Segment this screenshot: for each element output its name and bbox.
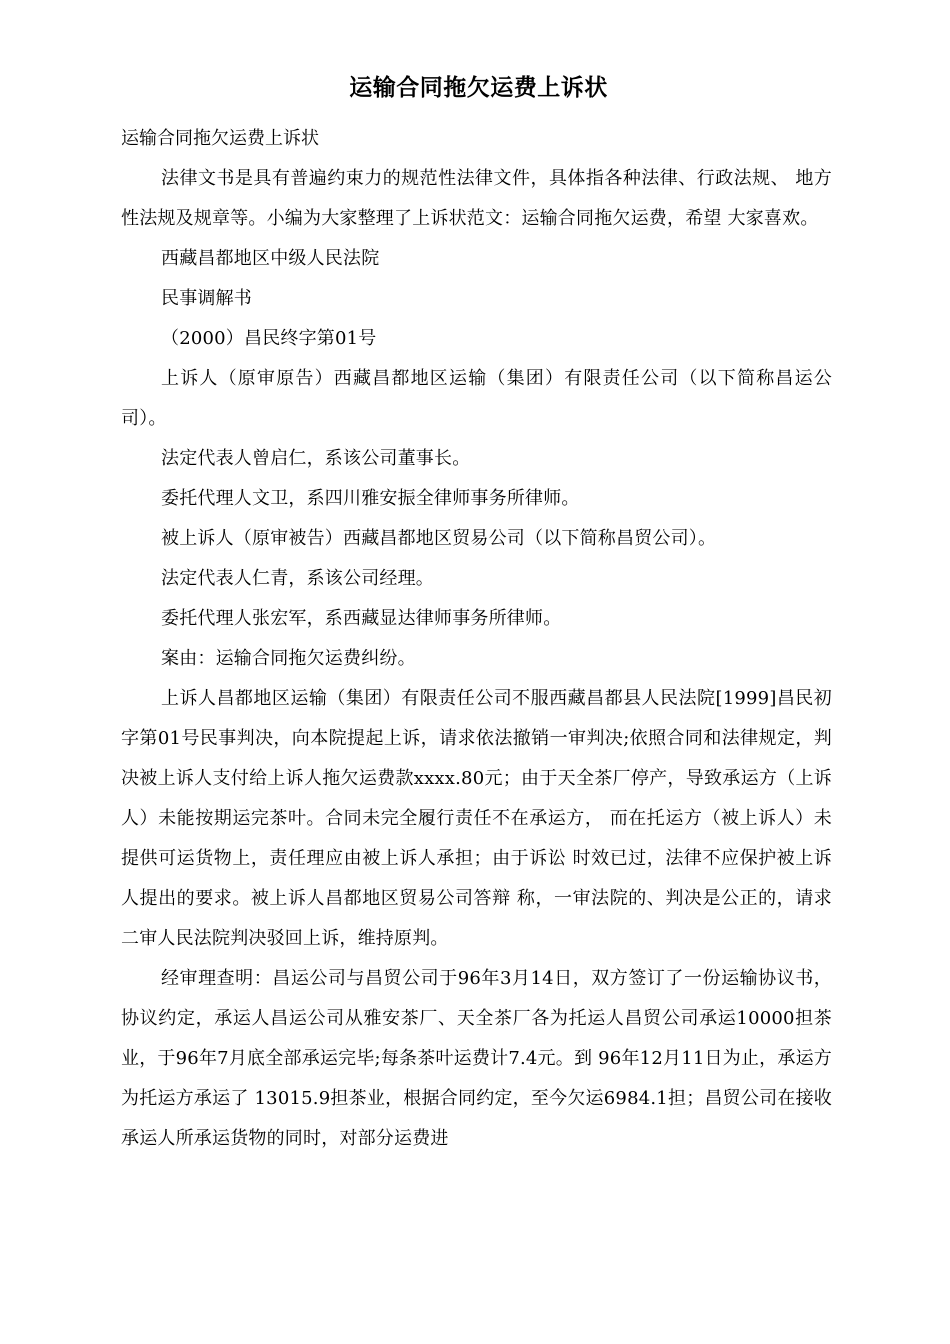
paragraph-appellant-rep: 法定代表人曾启仁，系该公司董事长。 (161, 448, 471, 469)
paragraph-court-name: 西藏昌都地区中级人民法院 (161, 248, 380, 269)
paragraph-appellee: 被上诉人（原审被告）西藏昌都地区贸易公司（以下简称昌贸公司）。 (161, 528, 717, 549)
paragraph-cause: 案由：运输合同拖欠运费纠纷。 (161, 648, 416, 669)
paragraph-doc-type: 民事调解书 (161, 288, 252, 309)
paragraph-findings: 经审理查明：昌运公司与昌贸公司于96年3月14日，双方签订了一份运输协议书，协议约定，承运人昌运公司从雅安茶厂、天全茶厂各为托运人昌贸公司承运10000担茶业，于96年7月底全部承运完毕;每条茶叶运费计7.4元。到 96年12月11日为止，承运方为托运方承运了 13015.9担茶业，根据合同约定，至今欠运6984.1担；昌贸公司在接收承运人所承运货物的同时，对部分运费进 (121, 968, 832, 1149)
document-title: 运输合同拖欠运费上诉状 (349, 75, 608, 101)
paragraph-intro: 法律文书是具有普遍约束力的规范性法律文件，具体指各种法律、行政法规、 地方性法规及规章等。小编为大家整理了上诉状范文：运输合同拖欠运费，希望 大家喜欢。 (121, 168, 832, 229)
paragraph-appellee-agent: 委托代理人张宏军，系西藏显达律师事务所律师。 (161, 608, 562, 629)
paragraph-appeal-claims: 上诉人昌都地区运输（集团）有限责任公司不服西藏昌都县人民法院[1999]昌民初字第01号民事判决，向本院提起上诉，请求依法撤销一审判决;依照合同和法律规定，判决被上诉人支付给上诉人拖欠运费款xxxx.80元；由于天全茶厂停产，导致承运方（上诉人）未能按期运完茶叶。合同未完全履行责任不在承运方， 而在托运方（被上诉人）未提供可运货物上，责任理应由被上诉人承担；由于诉讼 时效已过，法律不应保护被上诉人提出的要求。被上诉人昌都地区贸易公司答辩 称，一审法院的、判决是公正的，请求二审人民法院判决驳回上诉，维持原判。 (121, 688, 832, 949)
paragraph-appellant-agent: 委托代理人文卫，系四川雅安振全律师事务所律师。 (161, 488, 580, 509)
paragraph-appellant: 上诉人（原审原告）西藏昌都地区运输（集团）有限责任公司（以下简称昌运公 司）。 (121, 368, 832, 429)
paragraph-case-number: （2000）昌民终字第01号 (161, 328, 377, 349)
paragraph-appellee-rep: 法定代表人仁青，系该公司经理。 (161, 568, 434, 589)
document-subtitle: 运输合同拖欠运费上诉状 (121, 128, 319, 149)
